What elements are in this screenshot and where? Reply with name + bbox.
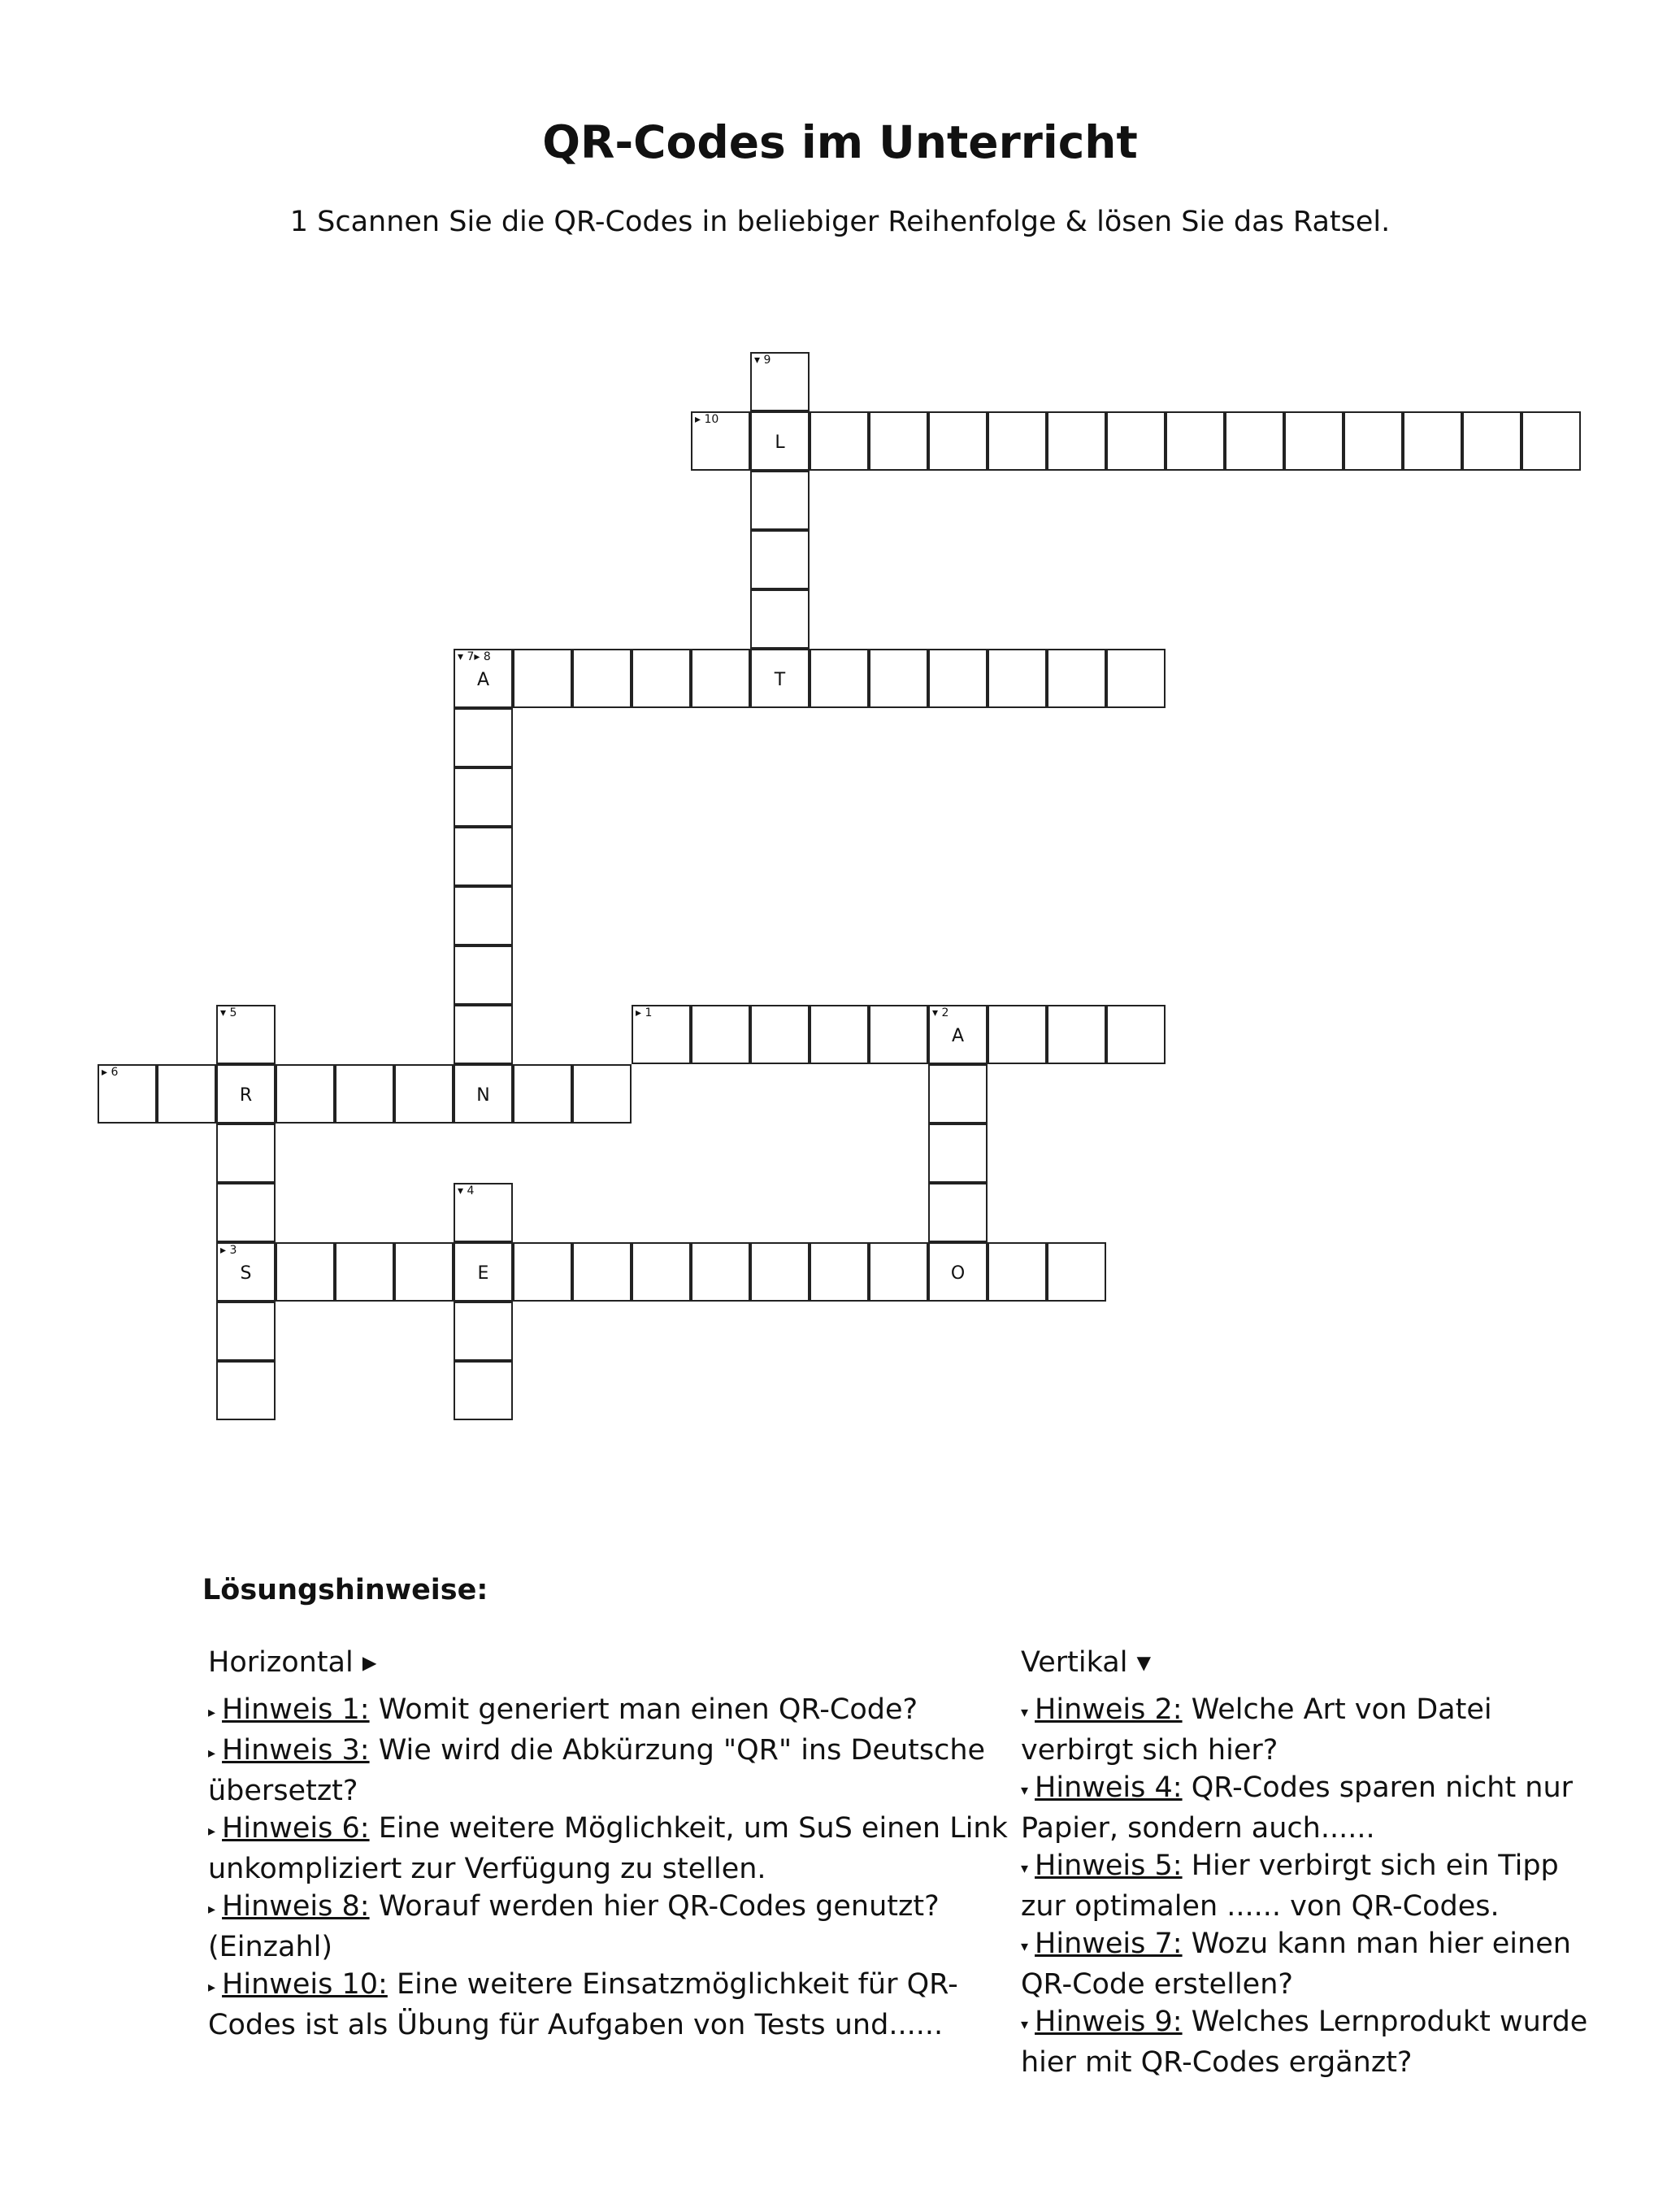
- clue-label: Hinweis 4:: [1035, 1771, 1183, 1804]
- crossword-cell[interactable]: [750, 471, 810, 530]
- crossword-cell[interactable]: [216, 1242, 276, 1302]
- crossword-cell[interactable]: [454, 827, 513, 886]
- crossword-cell[interactable]: [98, 1064, 157, 1124]
- clue-label: Hinweis 8:: [222, 1890, 370, 1923]
- crossword-cell[interactable]: [691, 1242, 750, 1302]
- crossword-cell[interactable]: [750, 352, 810, 411]
- crossword-cell[interactable]: [216, 1361, 276, 1420]
- crossword-cell[interactable]: [335, 1242, 394, 1302]
- clue-number: [754, 354, 771, 366]
- clue-number-value: 10: [704, 413, 719, 426]
- horizontal-clue: [208, 1810, 1013, 1888]
- crossword-cell[interactable]: [454, 1064, 513, 1124]
- clue-text: Welches Lernprodukt wurde hier mit QR-Codes ergänzt?: [1021, 2006, 1588, 2079]
- crossword-cell[interactable]: [928, 1242, 988, 1302]
- crossword-cell[interactable]: [988, 411, 1047, 471]
- triangle-right-icon: ▸: [208, 1745, 216, 1762]
- triangle-right-icon: ▸: [636, 1006, 642, 1019]
- given-letter: N: [476, 1085, 490, 1106]
- vertical-clue-list: [1021, 1691, 1590, 2081]
- horizontal-clue: [208, 1691, 1013, 1732]
- crossword-cell[interactable]: [454, 886, 513, 945]
- crossword-cell[interactable]: [454, 649, 513, 708]
- crossword-cell[interactable]: [691, 411, 750, 471]
- clue-number: [220, 1245, 237, 1256]
- clue-label: Hinweis 6:: [222, 1812, 370, 1845]
- clue-label: Hinweis 2:: [1035, 1693, 1183, 1726]
- triangle-down-icon: ▾: [458, 650, 464, 663]
- crossword-cell[interactable]: [1047, 649, 1106, 708]
- given-letter: A: [951, 1026, 965, 1046]
- crossword-cell[interactable]: [810, 649, 869, 708]
- crossword-cell[interactable]: [928, 1183, 988, 1242]
- triangle-down-icon: ▾: [1021, 1782, 1029, 1799]
- crossword-cell[interactable]: [335, 1064, 394, 1124]
- crossword-cell[interactable]: [216, 1183, 276, 1242]
- horizontal-clue: [208, 1888, 1013, 1966]
- crossword-cell[interactable]: [691, 649, 750, 708]
- clue-text: Eine weitere Einsatzmöglichkeit für QR-Codes ist als Übung für Aufgaben von Tests und......: [208, 1968, 958, 2041]
- crossword-cell[interactable]: [810, 1242, 869, 1302]
- crossword-cell[interactable]: [572, 649, 632, 708]
- clue-label: Hinweis 9:: [1035, 2006, 1183, 2038]
- crossword-cell[interactable]: [1166, 411, 1225, 471]
- triangle-right-icon: ▸: [102, 1066, 108, 1079]
- vertical-clue: [1021, 1769, 1590, 1847]
- given-letter: T: [774, 670, 786, 690]
- clue-number-value: 3: [229, 1244, 237, 1257]
- crossword-cell[interactable]: [454, 767, 513, 827]
- crossword-cell[interactable]: [928, 1005, 988, 1064]
- horizontal-clue: [208, 1732, 1013, 1810]
- crossword-cell[interactable]: [513, 1242, 572, 1302]
- clue-label: Hinweis 1:: [222, 1693, 370, 1726]
- crossword-cell[interactable]: [513, 649, 572, 708]
- clue-text: Womit generiert man einen QR-Code?: [378, 1693, 918, 1726]
- crossword-cell[interactable]: [216, 1302, 276, 1361]
- clue-label: Hinweis 3:: [222, 1734, 370, 1767]
- clue-label: Hinweis 10:: [222, 1968, 388, 2001]
- given-letter: L: [775, 432, 785, 453]
- crossword-cell[interactable]: [750, 411, 810, 471]
- crossword-cell[interactable]: [454, 1005, 513, 1064]
- triangle-down-icon: ▾: [932, 1006, 939, 1019]
- triangle-down-icon: ▾: [1021, 2016, 1029, 2033]
- crossword-cell[interactable]: [216, 1005, 276, 1064]
- crossword-cell[interactable]: [750, 649, 810, 708]
- crossword-cell[interactable]: [1106, 1005, 1166, 1064]
- clue-number: [102, 1067, 118, 1078]
- hints-heading: Lösungshinweise:: [202, 1574, 488, 1606]
- crossword-cell[interactable]: [928, 1124, 988, 1183]
- crossword-cell[interactable]: [869, 649, 928, 708]
- clue-number: [458, 1185, 474, 1197]
- crossword-cell[interactable]: [632, 1242, 691, 1302]
- crossword-cell[interactable]: [157, 1064, 216, 1124]
- crossword-cell[interactable]: [750, 589, 810, 649]
- crossword-cell[interactable]: [513, 1064, 572, 1124]
- crossword-cell[interactable]: [869, 1242, 928, 1302]
- crossword-cell[interactable]: [394, 1242, 454, 1302]
- clue-number: [695, 414, 718, 425]
- clue-number: [932, 1007, 949, 1019]
- triangle-down-icon: ▾: [1021, 1860, 1029, 1877]
- crossword-cell[interactable]: [276, 1064, 335, 1124]
- crossword-cell[interactable]: [1047, 1242, 1106, 1302]
- vertical-clue: [1021, 1691, 1590, 1769]
- instructions: 1 Scannen Sie die QR-Codes in beliebiger Reihenfolge & lösen Sie das Ratsel.: [289, 206, 1391, 238]
- clue-number: [458, 651, 491, 663]
- clue-text: Welche Art von Datei verbirgt sich hier?: [1021, 1693, 1492, 1767]
- given-letter: R: [239, 1085, 253, 1106]
- crossword-cell[interactable]: [572, 1064, 632, 1124]
- crossword-cell[interactable]: [1403, 411, 1462, 471]
- triangle-down-icon: ▾: [1021, 1704, 1029, 1721]
- crossword-cell[interactable]: [928, 411, 988, 471]
- crossword-cell[interactable]: [454, 1183, 513, 1242]
- triangle-down-icon: ▾: [1021, 1938, 1029, 1955]
- clue-number-value: 7: [467, 650, 475, 663]
- triangle-right-icon: ▸: [695, 413, 701, 426]
- crossword-cell[interactable]: [1344, 411, 1403, 471]
- given-letter: O: [950, 1263, 966, 1284]
- triangle-right-icon: ▸: [474, 650, 480, 663]
- crossword-cell[interactable]: [454, 1361, 513, 1420]
- crossword-cell[interactable]: [1462, 411, 1522, 471]
- crossword-cell[interactable]: [810, 1005, 869, 1064]
- crossword-cell[interactable]: [454, 708, 513, 767]
- vertical-clue: [1021, 1847, 1590, 1925]
- crossword-cell[interactable]: [928, 649, 988, 708]
- crossword-cell[interactable]: [1225, 411, 1284, 471]
- crossword-cell[interactable]: [216, 1124, 276, 1183]
- horizontal-clue-list: [208, 1691, 1013, 2044]
- clue-number: [636, 1007, 652, 1019]
- clue-number-value: 2: [941, 1006, 949, 1019]
- crossword-cell[interactable]: [632, 1005, 691, 1064]
- clue-number-value: 6: [111, 1066, 119, 1079]
- given-letter: S: [240, 1263, 252, 1284]
- crossword-cell[interactable]: [276, 1242, 335, 1302]
- triangle-right-icon: ▸: [208, 1704, 216, 1721]
- crossword-cell[interactable]: [988, 1005, 1047, 1064]
- crossword-cell[interactable]: [1047, 411, 1106, 471]
- clue-text: Eine weitere Möglichkeit, um SuS einen Link unkompliziert zur Verfügung zu stellen.: [208, 1812, 1008, 1885]
- clue-text: Wie wird die Abkürzung "QR" ins Deutsche übersetzt?: [208, 1734, 986, 1807]
- crossword-cell[interactable]: [988, 1242, 1047, 1302]
- clue-number-value: 8: [483, 650, 491, 663]
- triangle-down-icon: ▾: [220, 1006, 227, 1019]
- clue-number-value: 4: [467, 1184, 475, 1197]
- clue-number-value: 1: [645, 1006, 653, 1019]
- triangle-right-icon: ▸: [208, 1979, 216, 1996]
- crossword-cell[interactable]: [1106, 411, 1166, 471]
- vertical-heading: Vertikal ▾: [1021, 1646, 1152, 1679]
- horizontal-clue: [208, 1966, 1013, 2044]
- triangle-right-icon: ▸: [220, 1244, 227, 1257]
- clue-text: Wozu kann man hier einen QR-Code erstellen?: [1021, 1928, 1571, 2001]
- clue-text: QR-Codes sparen nicht nur Papier, sondern auch......: [1021, 1771, 1574, 1845]
- crossword-cell[interactable]: [750, 1242, 810, 1302]
- crossword-cell[interactable]: [988, 649, 1047, 708]
- triangle-down-icon: ▾: [754, 354, 761, 367]
- horizontal-heading: Horizontal ▸: [208, 1646, 377, 1679]
- crossword-cell[interactable]: [454, 1302, 513, 1361]
- crossword-cell[interactable]: [1522, 411, 1581, 471]
- triangle-down-icon: ▾: [458, 1184, 464, 1197]
- triangle-right-icon: ▸: [208, 1823, 216, 1840]
- crossword-cell[interactable]: [750, 530, 810, 589]
- triangle-right-icon: ▸: [208, 1901, 216, 1918]
- vertical-clue: [1021, 2003, 1590, 2081]
- page-title: QR-Codes im Unterricht: [542, 116, 1138, 168]
- clue-number-value: 5: [229, 1006, 237, 1019]
- crossword-cell[interactable]: [869, 411, 928, 471]
- horizontal-clues: [208, 1644, 1013, 2044]
- crossword-cell[interactable]: [1106, 649, 1166, 708]
- crossword-cell[interactable]: [572, 1242, 632, 1302]
- crossword-cell[interactable]: [454, 1242, 513, 1302]
- clue-label: Hinweis 5:: [1035, 1849, 1183, 1882]
- clue-text: Hier verbirgt sich ein Tipp zur optimalen ...... von QR-Codes.: [1021, 1849, 1559, 1923]
- clue-number: [220, 1007, 237, 1019]
- crossword-cell[interactable]: [869, 1005, 928, 1064]
- crossword-cell[interactable]: [1284, 411, 1344, 471]
- clue-number-value: 9: [763, 354, 771, 367]
- crossword-cell[interactable]: [454, 945, 513, 1005]
- clue-text: Worauf werden hier QR-Codes genutzt? (Einzahl): [208, 1890, 940, 1963]
- crossword-cell[interactable]: [928, 1064, 988, 1124]
- crossword-cell[interactable]: [216, 1064, 276, 1124]
- crossword-cell[interactable]: [1047, 1005, 1106, 1064]
- crossword-cell[interactable]: [632, 649, 691, 708]
- given-letter: A: [476, 670, 490, 690]
- crossword-cell[interactable]: [750, 1005, 810, 1064]
- given-letter: E: [477, 1263, 489, 1284]
- vertical-clues: [1021, 1644, 1590, 2081]
- crossword-cell[interactable]: [810, 411, 869, 471]
- crossword-cell[interactable]: [394, 1064, 454, 1124]
- vertical-clue: [1021, 1925, 1590, 2003]
- clue-label: Hinweis 7:: [1035, 1928, 1183, 1960]
- crossword-cell[interactable]: [691, 1005, 750, 1064]
